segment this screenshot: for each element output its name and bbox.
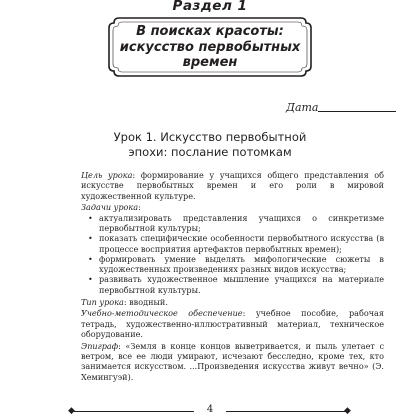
chapter-title-line: В поисках красоты:: [136, 24, 284, 39]
type-label: Тип урока: [81, 296, 124, 307]
list-item: [62, 213, 384, 234]
footer-rule-left: [74, 411, 194, 412]
section-label: Раздел 1: [172, 0, 248, 14]
list-item: [62, 254, 384, 275]
lesson-body: [62, 170, 384, 383]
goal-label: Цель урока: [81, 170, 133, 180]
task-text: актуализировать представления учащихся о синкретизме первобытной культуры;: [99, 212, 384, 233]
lesson-heading-line: эпохи: послание потомкам: [128, 145, 292, 159]
tasks-label: Задачи урока: [81, 202, 139, 213]
task-text: формировать умение выделять мифологические сюжеты в художественных произведениях разных видов искусства;: [99, 253, 384, 275]
chapter-title-line: искусство первобытных: [119, 39, 301, 55]
chapter-title-frame: [105, 13, 315, 81]
type-text: : вводный.: [123, 296, 168, 307]
page-number: 4: [200, 404, 220, 415]
bullet-icon: •: [88, 253, 93, 264]
type-paragraph: [62, 297, 384, 307]
list-item: [62, 233, 384, 254]
lesson-heading: [90, 130, 330, 160]
footer-ornament-icon: ◆: [68, 406, 75, 416]
date-blank-line: [318, 111, 396, 112]
tasks-heading: Задачи урока:: [81, 202, 141, 213]
tasks-list: [62, 213, 384, 295]
materials-text: : учебное пособие, рабочая тетрадь, художественно-иллюстративный материал, техническое оборудование.: [81, 308, 384, 339]
bullet-icon: •: [88, 274, 93, 285]
goal-paragraph: [62, 170, 384, 201]
list-item: [62, 274, 384, 295]
goal-text: : формирование у учащихся общего представления об искусстве первобытных времен и его роли в мировой художественной культуре.: [81, 170, 385, 201]
footer-ornament-icon: ◆: [344, 406, 351, 416]
lesson-heading-line: Урок 1. Искусство первобытной: [113, 130, 307, 144]
chapter-title: [115, 24, 305, 71]
date-label: Дата: [286, 101, 319, 114]
footer-rule-right: [226, 411, 346, 412]
task-text: развивать художественное мышление учащихся на материале первобытной культуры.: [99, 274, 384, 295]
materials-label: Учебно-методическое обеспечение: [81, 308, 243, 319]
epigraph-label: Эпиграф: [81, 340, 119, 351]
task-text: показать специфические особенности первобытного искусства (в процессе восприятия артефактов первобытных времен);: [99, 233, 384, 254]
bullet-icon: •: [88, 233, 93, 244]
epigraph-paragraph: [62, 341, 384, 382]
chapter-title-line: времен: [182, 55, 238, 70]
materials-paragraph: [62, 308, 384, 339]
epigraph-text: : «Земля в конце концов выветривается, и пыль улетает с ветром, все ее люди умирают, исчезают бесследно, кроме тех, кто занимается искусством. ...Произведения искусства живут вечно» (Э. Хемингуэй).: [81, 340, 384, 382]
bullet-icon: •: [88, 212, 93, 223]
